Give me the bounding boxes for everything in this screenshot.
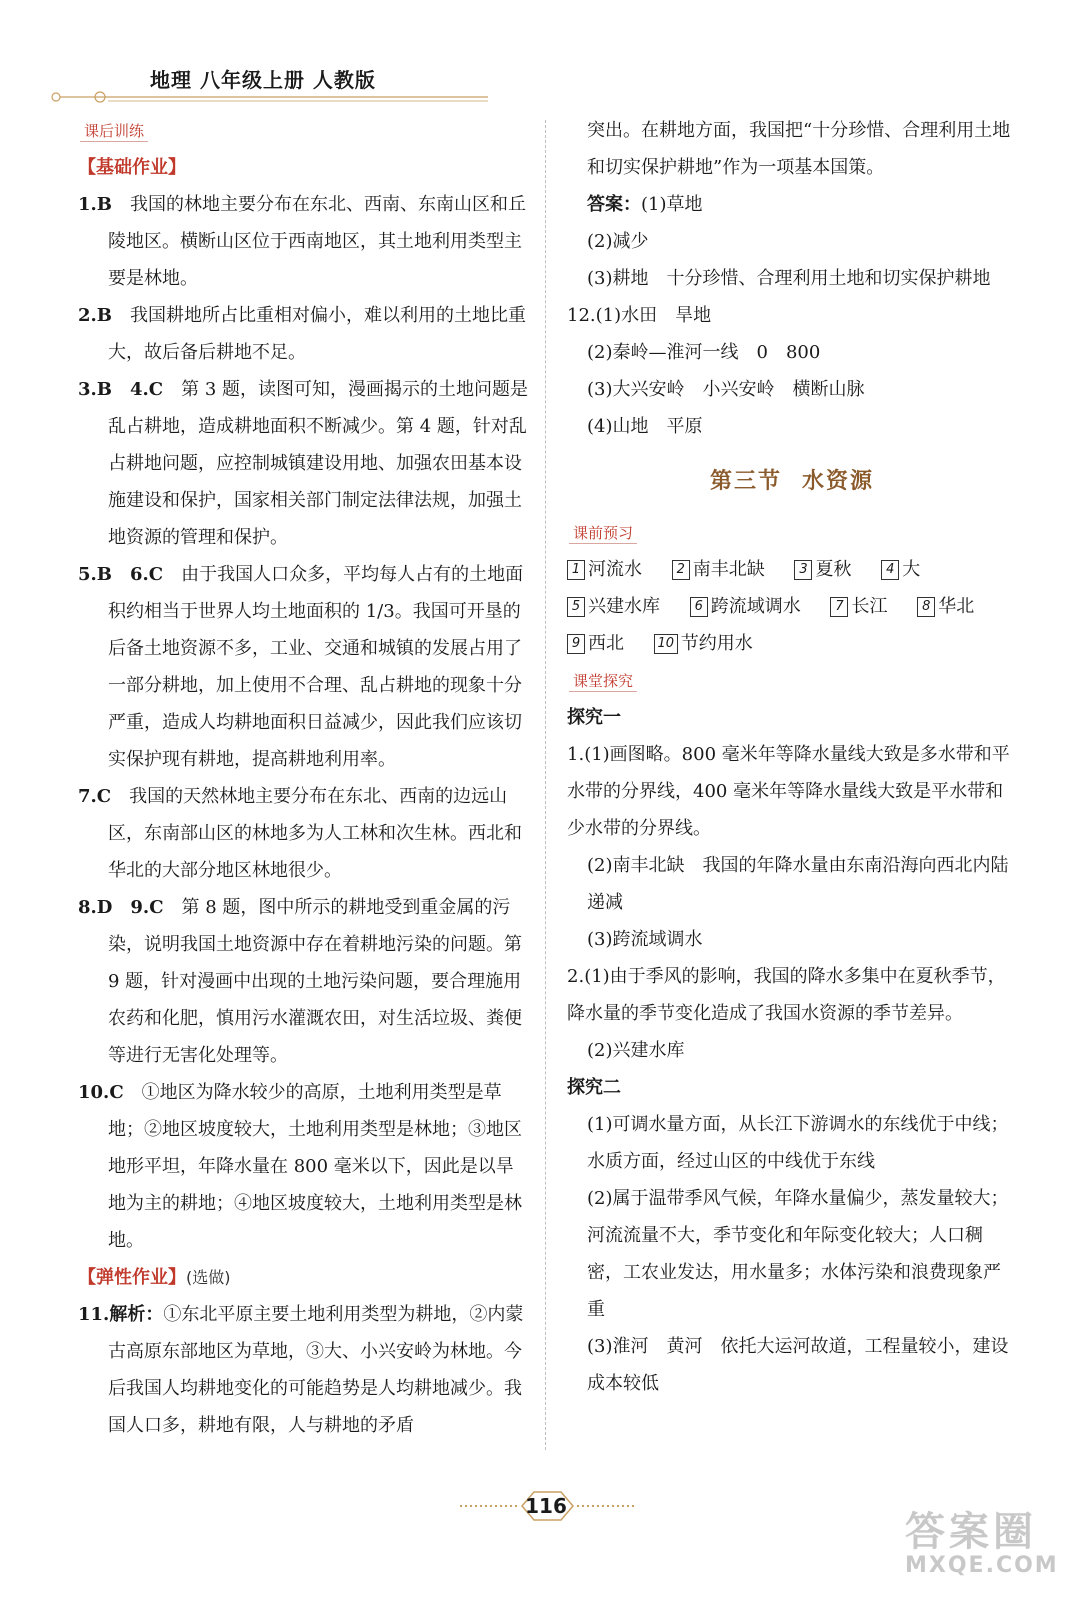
answer-number: 2.B [78, 305, 113, 326]
number-box: 1 [567, 560, 585, 580]
section-tag-explore: 课堂探究 [569, 671, 637, 692]
explore-one-heading: 探究一 [567, 707, 621, 728]
answer-item-7 [78, 778, 530, 889]
answer-number: 1.B [78, 194, 113, 215]
preview-item: 8 华北 [917, 596, 986, 617]
section-title [567, 463, 1017, 500]
answer-text: 由于我国人口众多，平均每人占有的土地面积约相当于世界人均土地面积的 1/3。我国可开垦的后备土地资源不多，工业、交通和城镇的发展占用了一部分耕地，加上使用不合理、乱占耕地的现象十分严重，造成人均耕地面积日益减少，因此我们应该切实保护现有耕地，提高耕地利用率。 [108, 564, 524, 770]
answer-line: (3)大兴安岭 小兴安岭 横断山脉 [587, 379, 865, 400]
answer-line: (2)南丰北缺 我国的年降水量由东南沿海向西北内陆递减 [587, 855, 1009, 913]
answer-item-2 [78, 297, 530, 371]
number-box: 3 [794, 560, 812, 580]
answer-line: (1)画图略。800 毫米年等降水量线大致是多水带和平水带的分界线，400 毫米年等降水量线大致是平水带和少水带的分界线。 [567, 744, 1010, 839]
answer-11-answers [567, 186, 1017, 223]
preview-item: 1 河流水 [567, 559, 654, 580]
answer-number: 7.C [78, 786, 112, 807]
answer-line: (1)由于季风的影响，我国的降水多集中在夏秋季节，降水量的季节变化造成了我国水资源的季节差异。 [567, 966, 1006, 1024]
preview-item: 5 兴建水库 [567, 596, 672, 617]
answer-text: 我国的林地主要分布在东北、西南、东南山区和丘陵地区。横断山区位于西南地区，其土地利用类型主要是林地。 [108, 194, 527, 289]
number-box: 10 [654, 634, 678, 654]
answer-line: (2)秦岭—淮河一线 0 800 [587, 342, 821, 363]
answer-text: ①地区为降水较少的高原，土地利用类型是草地；②地区坡度较大，土地利用类型是林地；③地区地形平坦，年降水量在 800 毫米以下，因此是以旱地为主的耕地；④地区坡度较大，土地利用类型是林地。 [108, 1082, 522, 1251]
answer-number: 12. [567, 305, 596, 326]
answer-item-5-6 [78, 556, 530, 778]
preview-item: 10 节约用水 [654, 633, 765, 654]
preview-item: 7 长江 [830, 596, 899, 617]
answer-text: 我国耕地所占比重相对偏小，难以利用的土地比重大，故后备后耕地不足。 [108, 305, 527, 363]
answer-item-8-9 [78, 889, 530, 1074]
answer-line: (2)属于温带季风气候，年降水量偏少，蒸发量较大；河流流量不大，季节变化和年际变化较大；人口稠密，工农业发达，用水量多；水体污染和浪费现象严重 [587, 1188, 1009, 1320]
answer-line: (1)水田 旱地 [595, 305, 712, 326]
number-box: 2 [672, 560, 690, 580]
preview-item: 2 南丰北缺 [672, 559, 777, 580]
explore-one-q2 [567, 958, 1017, 1032]
answer-item-12 [567, 297, 1017, 334]
number-box: 5 [567, 597, 585, 617]
section-number: 第三节 [709, 469, 782, 494]
answer-number: 11. [78, 1304, 110, 1325]
answer-line: (2)减少 [587, 231, 649, 252]
answer-line: (3)淮河 黄河 依托大运河故道，工程量较小，建设成本较低 [587, 1336, 1009, 1394]
preview-answers [567, 551, 1017, 662]
number-box: 9 [567, 634, 585, 654]
answer-line: (2)兴建水库 [587, 1040, 685, 1061]
preview-item: 3 夏秋 [794, 559, 863, 580]
elastic-homework-heading: 【弹性作业】(选做) [78, 1267, 231, 1288]
answer-line: (3)跨流域调水 [587, 929, 703, 950]
preview-item: 4 大 [881, 559, 932, 580]
section-tag-preview: 课前预习 [569, 523, 637, 544]
page-number: 116 [525, 1494, 567, 1518]
column-divider [545, 120, 546, 1450]
basic-homework-heading: 【基础作业】 [78, 157, 186, 178]
watermark-logo: 答案圈 MXQE.COM [905, 1509, 1059, 1578]
answer-item-10 [78, 1074, 530, 1259]
answer-label: 答案： [587, 194, 641, 215]
answer-number: 10.C [78, 1082, 124, 1103]
answer-number: 8.D 9.C [78, 897, 164, 918]
answer-line: (1)草地 [641, 194, 703, 215]
answer-text: 第 3 题，读图可知，漫画揭示的土地问题是乱占耕地，造成耕地面积不断减少。第 4 题，针对乱占耕地问题，应控制城镇建设用地、加强农田基本设施建设和保护，国家相关部门制定法律法规，加强土地资源的管理和保护。 [108, 379, 529, 548]
answer-text: 我国的天然林地主要分布在东北、西南的边远山区，东南部山区的林地多为人工林和次生林。西北和华北的大部分地区林地很少。 [108, 786, 522, 881]
answer-text: 第 8 题，图中所示的耕地受到重金属的污染，说明我国土地资源中存在着耕地污染的问题。第 9 题，针对漫画中出现的土地污染问题，要合理施用农药和化肥，慎用污水灌溉农田，对生活垃圾、粪便等进行无害化处理等。 [108, 897, 522, 1066]
number-box: 4 [881, 560, 899, 580]
answer-item-11 [78, 1296, 530, 1444]
preview-item: 9 西北 [567, 633, 636, 654]
question-number: 2. [567, 966, 585, 987]
answer-11-continuation: 突出。在耕地方面，我国把“十分珍惜、合理利用土地和切实保护耕地”作为一项基本国策。 [587, 120, 1011, 178]
analysis-label: 解析： [109, 1304, 164, 1325]
answer-number: 3.B 4.C [78, 379, 164, 400]
explore-two-heading: 探究二 [567, 1077, 621, 1098]
answer-item-1 [78, 186, 530, 297]
left-column [78, 112, 530, 1444]
section-name: 水资源 [802, 469, 875, 494]
answer-item-3-4 [78, 371, 530, 556]
question-number: 1. [567, 744, 585, 765]
explore-one-q1 [567, 736, 1017, 847]
number-box: 8 [917, 597, 935, 617]
preview-item: 6 跨流域调水 [690, 596, 813, 617]
section-tag-after-class: 课后训练 [80, 121, 148, 142]
answer-line: (1)可调水量方面，从长江下游调水的东线优于中线；水质方面，经过山区的中线优于东线 [587, 1114, 1009, 1172]
number-box: 7 [830, 597, 848, 617]
page-header-title: 地理 八年级上册 人教版 [150, 68, 376, 92]
answer-number: 5.B 6.C [78, 564, 164, 585]
answer-line: (3)耕地 十分珍惜、合理利用土地和切实保护耕地 [587, 268, 991, 289]
answer-text: ①东北平原主要土地利用类型为耕地，②内蒙古高原东部地区为草地，③大、小兴安岭为林地。今后我国人均耕地变化的可能趋势是人均耕地减少。我国人口多，耕地有限，人与耕地的矛盾 [108, 1304, 524, 1436]
number-box: 6 [690, 597, 708, 617]
answer-line: (4)山地 平原 [587, 416, 703, 437]
header-decoration [48, 90, 488, 104]
right-column [567, 112, 1017, 1402]
